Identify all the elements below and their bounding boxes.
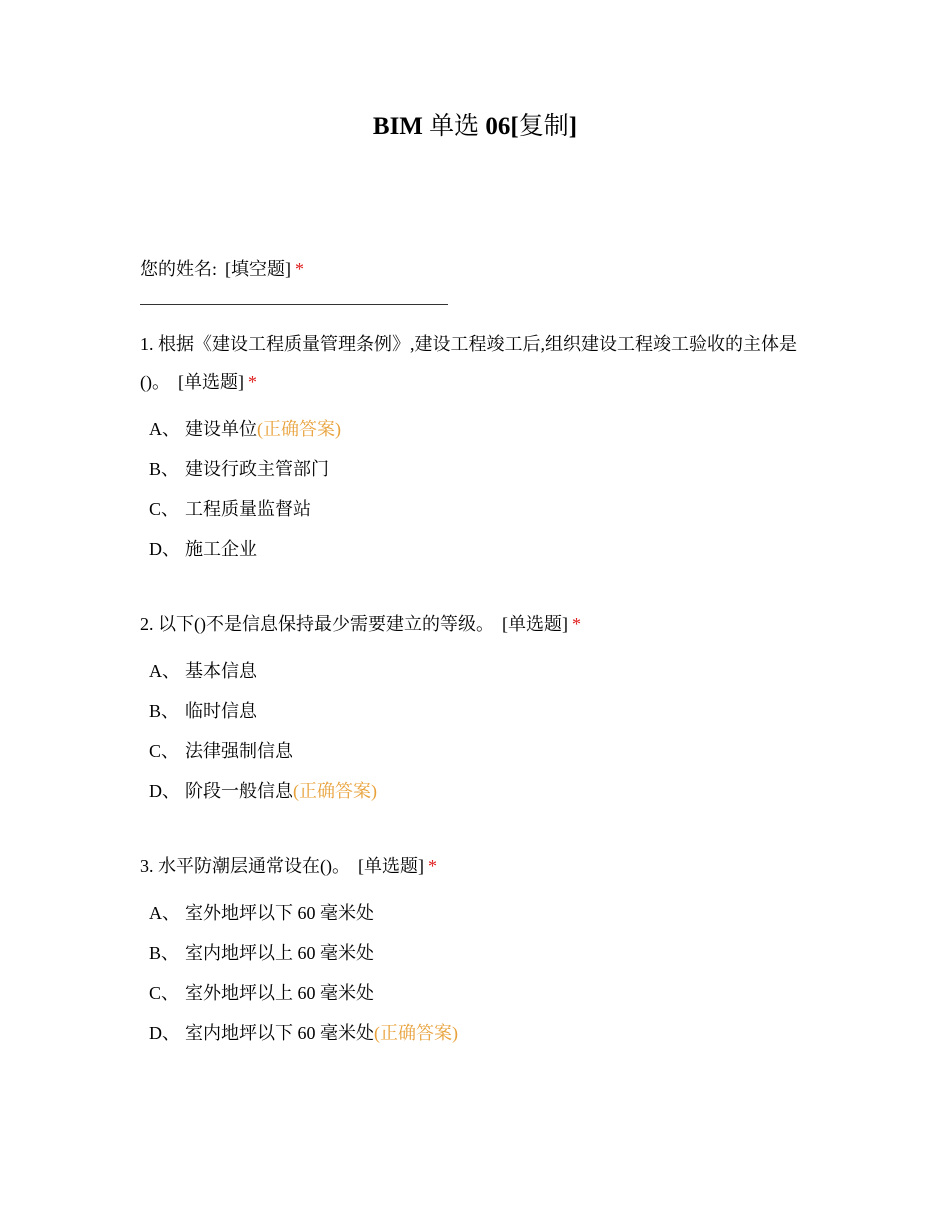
option-b: B、 临时信息 bbox=[149, 701, 257, 721]
question-text: 1. 根据《建设工程质量管理条例》,建设工程竣工后,组织建设工程竣工验收的主体是()。 [单选题] * bbox=[140, 334, 797, 392]
name-question-text: 您的姓名: [填空题] * bbox=[140, 259, 305, 279]
option-list bbox=[140, 651, 820, 811]
question-text: 2. 以下()不是信息保持最少需要建立的等级。 [单选题] * bbox=[140, 614, 581, 634]
option-b: B、 室内地坪以上 60 毫米处 bbox=[149, 943, 374, 963]
option-list bbox=[140, 893, 820, 1053]
option-c: C、 室外地坪以上 60 毫米处 bbox=[149, 983, 374, 1003]
correct-answer-marker: (正确答案) bbox=[257, 419, 341, 439]
question-type-tag: [单选题] bbox=[358, 856, 424, 876]
question-type-tag: [单选题] bbox=[178, 372, 244, 392]
option-b: B、 建设行政主管部门 bbox=[149, 459, 329, 479]
option-d: D、 阶段一般信息(正确答案) bbox=[149, 781, 377, 801]
question-3 bbox=[140, 847, 820, 1053]
option-d: D、 施工企业 bbox=[149, 539, 257, 559]
required-mark: * bbox=[572, 614, 581, 634]
option-c: C、 工程质量监督站 bbox=[149, 499, 311, 519]
question-text: 3. 水平防潮层通常设在()。 [单选题] * bbox=[140, 856, 437, 876]
name-question bbox=[140, 250, 820, 305]
name-fill-line bbox=[140, 304, 448, 305]
question-1 bbox=[140, 325, 820, 569]
correct-answer-marker: (正确答案) bbox=[374, 1023, 458, 1043]
page-title: BIM 单选 06[复制] bbox=[372, 113, 578, 140]
option-a: A、 室外地坪以下 60 毫米处 bbox=[149, 903, 374, 923]
question-type-tag: [填空题] bbox=[225, 259, 292, 279]
option-a: A、 建设单位(正确答案) bbox=[149, 419, 341, 439]
correct-answer-marker: (正确答案) bbox=[293, 781, 377, 801]
question-2 bbox=[140, 605, 820, 811]
required-mark: * bbox=[428, 856, 437, 876]
option-c: C、 法律强制信息 bbox=[149, 741, 293, 761]
option-list bbox=[140, 409, 820, 569]
option-a: A、 基本信息 bbox=[149, 661, 257, 681]
option-d: D、 室内地坪以下 60 毫米处(正确答案) bbox=[149, 1023, 458, 1043]
required-mark: * bbox=[295, 259, 305, 279]
question-type-tag: [单选题] bbox=[502, 614, 568, 634]
required-mark: * bbox=[248, 372, 257, 392]
